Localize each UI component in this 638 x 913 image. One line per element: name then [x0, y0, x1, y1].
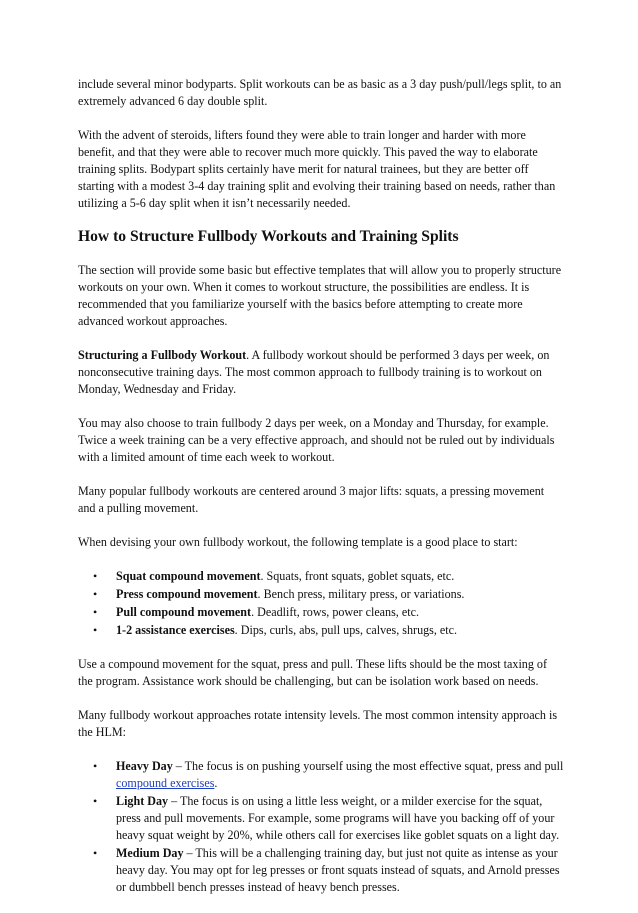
paragraph-steroids: With the advent of steroids, lifters found they were able to train longer and harder with more benefit, and that they were able to recover much more quickly. This paved the way to elaborate training splits. Bodypart splits certainly have merit for natural trainees, but they are better off starting with a modest 3-4 day training split and evolving their training based on needs, rather than utilizing a 5-6 day split when it isn’t necessarily needed. — [78, 128, 556, 210]
paragraph-intensity-intro: Many fullbody workout approaches rotate intensity levels. The most common intensity approach is the HLM: — [78, 708, 558, 739]
paragraph-twice-week: You may also choose to train fullbody 2 days per week, on a Monday and Thursday, for example. Twice a week training can be a very effective approach, and should not be ruled out by individuals with a limited amount of time each week to workout. — [78, 416, 555, 464]
list-item — [78, 793, 564, 844]
paragraph-compound-usage: Use a compound movement for the squat, press and pull. These lifts should be the most taxing of the program. Assistance work should be challenging, but can be isolation work based on needs. — [78, 657, 547, 688]
list-item-text: – The focus is on using a little less weight, or a milder exercise for the squat, press and pull movements. For example, some programs will have you backing off of your heavy squat weight by 20%, while others call for exercises like goblet squats on a light day. — [116, 794, 560, 842]
bullet-icon: • — [93, 605, 98, 619]
list-item — [78, 604, 564, 621]
intensity-list — [78, 758, 564, 896]
paragraph-split-intro: include several minor bodyparts. Split workouts can be as basic as a 3 day push/pull/legs split, to an extremely advanced 6 day double split. — [78, 77, 562, 108]
template-list — [78, 568, 564, 639]
list-item-text: . Dips, curls, abs, pull ups, calves, shrugs, etc. — [234, 623, 458, 637]
list-item-text: . Bench press, military press, or variations. — [257, 587, 465, 601]
list-item — [78, 568, 564, 585]
paragraph-major-lifts: Many popular fullbody workouts are centered around 3 major lifts: squats, a pressing movement and a pulling movement. — [78, 484, 545, 515]
list-item-text-end: . — [214, 776, 218, 790]
bullet-icon: • — [93, 587, 98, 601]
bullet-icon: • — [93, 623, 98, 637]
list-item-label: Squat compound movement — [116, 569, 261, 583]
list-item-text: . Squats, front squats, goblet squats, etc. — [260, 569, 455, 583]
list-item-text: . Deadlift, rows, power cleans, etc. — [251, 605, 419, 619]
list-item-label: Heavy Day — [116, 759, 173, 773]
structuring-fullbody-text: . A fullbody workout should be performed 3 days per week, on nonconsecutive training days. The most common approach to fullbody training is to workout on Monday, Wednesday and Friday. — [78, 348, 550, 396]
list-item-label: Light Day — [116, 794, 169, 808]
document-page — [78, 76, 564, 913]
paragraph-template-intro: When devising your own fullbody workout, the following template is a good place to start: — [78, 535, 518, 549]
list-item-label: Medium Day — [116, 846, 184, 860]
paragraph-section-intro: The section will provide some basic but effective templates that will allow you to properly structure workouts on your own. When it comes to workout structure, the possibilities are endless. It is recommended that you familiarize yourself with the basics before attempting to create more advanced workout approaches. — [78, 263, 562, 328]
list-item-label: Press compound movement — [116, 587, 258, 601]
section-heading: How to Structure Fullbody Workouts and Training Splits — [78, 228, 459, 245]
list-item — [78, 622, 564, 639]
structuring-fullbody-label: Structuring a Fullbody Workout — [78, 348, 247, 362]
bullet-icon: • — [93, 759, 98, 773]
list-item — [78, 586, 564, 603]
bullet-icon: • — [93, 846, 98, 860]
compound-exercises-link[interactable]: compound exercises — [116, 776, 215, 790]
list-item-label: Pull compound movement — [116, 605, 252, 619]
list-item-text: – This will be a challenging training day, but just not quite as intense as your heavy day. You may opt for leg presses or front squats instead of squats, and Arnold presses or dumbbell bench presses instead of heavy bench presses. — [116, 846, 560, 894]
list-item-text: – The focus is on pushing yourself using the most effective squat, press and pull — [172, 759, 564, 773]
list-item-label: 1-2 assistance exercises — [116, 623, 235, 637]
paragraph-structuring-fullbody — [78, 347, 564, 398]
list-item — [78, 845, 564, 896]
bullet-icon: • — [93, 794, 98, 808]
list-item — [78, 758, 564, 792]
bullet-icon: • — [93, 569, 98, 583]
